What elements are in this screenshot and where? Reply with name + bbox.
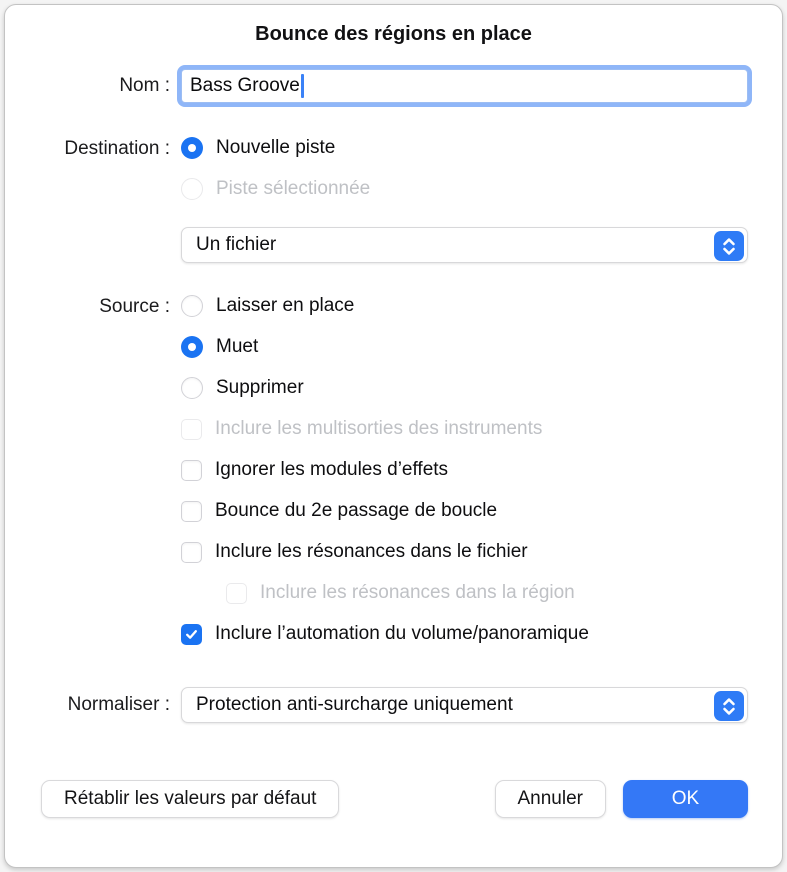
normalize-row xyxy=(5,687,782,723)
checkbox-label: Inclure les résonances dans la région xyxy=(260,582,575,603)
normalize-label: Normaliser : xyxy=(67,694,170,715)
name-row xyxy=(5,69,782,103)
radio-unselected-icon xyxy=(181,377,203,399)
name-label: Nom : xyxy=(119,75,170,96)
checkbox-unchecked-icon xyxy=(181,501,202,522)
radio-disabled-icon xyxy=(181,178,203,200)
name-input[interactable] xyxy=(181,69,748,103)
destination-radio-piste-selectionnee xyxy=(181,177,748,201)
checkbox-automation-volume-panoramique[interactable] xyxy=(181,622,748,646)
checkbox-label: Ignorer les modules d’effets xyxy=(215,459,449,480)
radio-label: Laisser en place xyxy=(216,295,355,316)
bounce-regions-dialog xyxy=(4,4,783,868)
footer-button-bar xyxy=(5,780,782,818)
destination-file-select[interactable] xyxy=(181,227,748,263)
ok-button[interactable]: OK xyxy=(623,780,748,818)
checkbox-disabled-icon xyxy=(226,583,247,604)
dialog-title: Bounce des régions en place xyxy=(255,23,532,45)
destination-section xyxy=(5,136,782,263)
radio-label: Piste sélectionnée xyxy=(216,178,371,199)
checkbox-multisorties-instruments xyxy=(181,417,748,441)
checkbox-label: Inclure l’automation du volume/panoramique xyxy=(215,623,589,644)
chevron-updown-icon xyxy=(714,691,744,721)
checkbox-resonances-fichier[interactable] xyxy=(181,540,748,564)
radio-label: Supprimer xyxy=(216,377,304,398)
chevron-updown-icon xyxy=(714,231,744,261)
source-radio-supprimer[interactable] xyxy=(181,376,748,400)
radio-selected-icon xyxy=(181,137,203,159)
name-input-value: Bass Groove xyxy=(190,75,300,96)
radio-selected-icon xyxy=(181,336,203,358)
source-label: Source : xyxy=(99,296,170,317)
checkbox-label: Inclure les résonances dans le fichier xyxy=(215,541,528,562)
checkbox-label: Inclure les multisorties des instruments xyxy=(215,418,543,439)
checkbox-resonances-region xyxy=(226,581,748,605)
checkbox-label: Bounce du 2e passage de boucle xyxy=(215,500,498,521)
checkbox-checked-icon xyxy=(181,624,202,645)
source-radio-muet[interactable] xyxy=(181,335,748,359)
radio-label: Nouvelle piste xyxy=(216,137,336,158)
cancel-button[interactable]: Annuler xyxy=(495,780,607,818)
normalize-select[interactable] xyxy=(181,687,748,723)
destination-label: Destination : xyxy=(64,138,170,159)
source-radio-laisser-en-place[interactable] xyxy=(181,294,748,318)
text-caret xyxy=(301,74,304,98)
source-section xyxy=(5,294,782,646)
checkbox-ignorer-modules-effets[interactable] xyxy=(181,458,748,482)
checkbox-disabled-icon xyxy=(181,419,202,440)
checkbox-bounce-2e-passage[interactable] xyxy=(181,499,748,523)
select-value: Protection anti-surcharge uniquement xyxy=(196,694,513,715)
checkbox-unchecked-icon xyxy=(181,460,202,481)
checkbox-unchecked-icon xyxy=(181,542,202,563)
destination-radio-nouvelle-piste[interactable] xyxy=(181,136,748,160)
reset-defaults-button[interactable]: Rétablir les valeurs par défaut xyxy=(41,780,339,818)
radio-label: Muet xyxy=(216,336,259,357)
select-value: Un fichier xyxy=(196,234,277,255)
radio-unselected-icon xyxy=(181,295,203,317)
